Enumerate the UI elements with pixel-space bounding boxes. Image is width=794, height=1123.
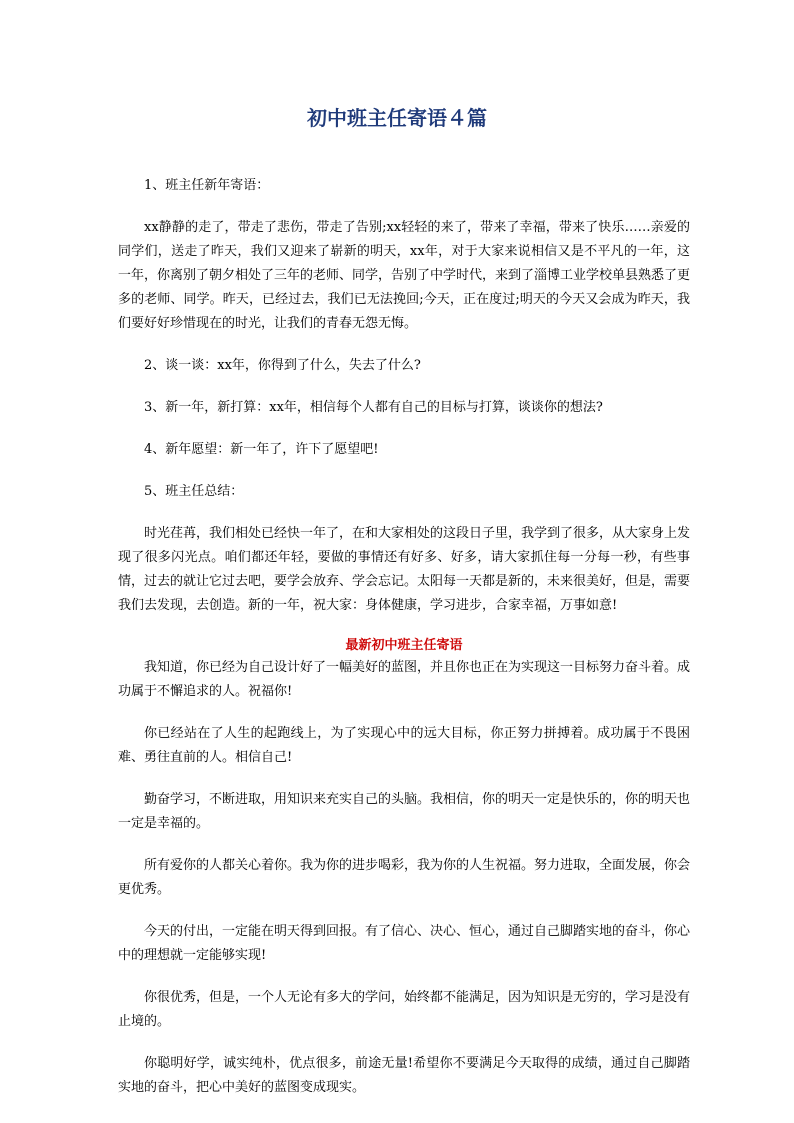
section2-paragraph-5: 今天的付出，一定能在明天得到回报。有了信心、决心、恒心，通过自己脚踏实地的奋斗，你心中的理想就一定能够实现! — [118, 924, 691, 963]
paragraph-item-4: 4、新年愿望：新一年了，许下了愿望吧! — [144, 442, 379, 457]
document-body — [118, 174, 690, 1118]
section2-paragraph-1: 我知道，你已经为自己设计好了一幅美好的蓝图，并且你也正在为实现这一目标努力奋斗着。成功属于不懈追求的人。祝福你! — [118, 660, 691, 699]
document-title: 初中班主任寄语４篇 — [307, 106, 487, 130]
paragraph-item-1-heading: 1、班主任新年寄语： — [144, 178, 270, 193]
paragraph-item-5-heading: 5、班主任总结： — [144, 484, 244, 499]
section2-paragraph-2: 你已经站在了人生的起跑线上，为了实现心中的远大目标，你正努力拼搏着。成功属于不畏困难、勇往直前的人。相信自己! — [118, 726, 690, 765]
section2-paragraph-6: 你很优秀，但是，一个人无论有多大的学问，始终都不能满足，因为知识是无穷的，学习是没有止境的。 — [118, 990, 691, 1029]
paragraph-summary: 时光荏苒，我们相处已经快一年了，在和大家相处的这段日子里，我学到了很多，从大家身上发现了很多闪光点。咱们都还年轻，要做的事情还有好多、好多，请大家抓住每一分每一秒，有些事情，过去的就让它过去吧，要学会放弃、学会忘记。太阳每一天都是新的，未来很美好，但是，需要我们去发现，去创造。新的一年，祝大家：身体健康，学习进步，合家幸福，万事如意! — [118, 526, 691, 613]
section2-paragraph-4: 所有爱你的人都关心着你。我为你的进步喝彩，我为你的人生祝福。努力进取，全面发展，你会更优秀。 — [118, 858, 691, 897]
paragraph-new-year-message: xx静静的走了，带走了悲伤，带走了告别;xx轻轻的来了，带来了幸福，带来了快乐……亲爱的同学们，送走了昨天，我们又迎来了崭新的明天，xx年，对于大家来说相信又是不平凡的一年，这一年，你离别了朝夕相处了三年的老师、同学，告别了中学时代，来到了淄博工业学校单县熟悉了更多的老师、同学。昨天，已经过去，我们已无法挽回;今天，正在度过;明天的今天又会成为昨天，我们要好好珍惜现在的时光，让我们的青春无怨无悔。 — [118, 220, 691, 331]
section2-paragraph-3: 勤奋学习，不断进取，用知识来充实自己的头脑。我相信，你的明天一定是快乐的，你的明天也一定是幸福的。 — [118, 792, 691, 831]
section2-paragraph-7: 你聪明好学，诚实纯朴，优点很多，前途无量!希望你不要满足今天取得的成绩，通过自己脚踏实地的奋斗，把心中美好的蓝图变成现实。 — [118, 1056, 690, 1095]
paragraph-item-3: 3、新一年，新打算：xx年，相信每个人都有自己的目标与打算，谈谈你的想法? — [144, 400, 603, 415]
paragraph-item-2: 2、谈一谈：xx年，你得到了什么，失去了什么? — [144, 358, 421, 373]
section-heading: 最新初中班主任寄语 — [345, 638, 463, 653]
